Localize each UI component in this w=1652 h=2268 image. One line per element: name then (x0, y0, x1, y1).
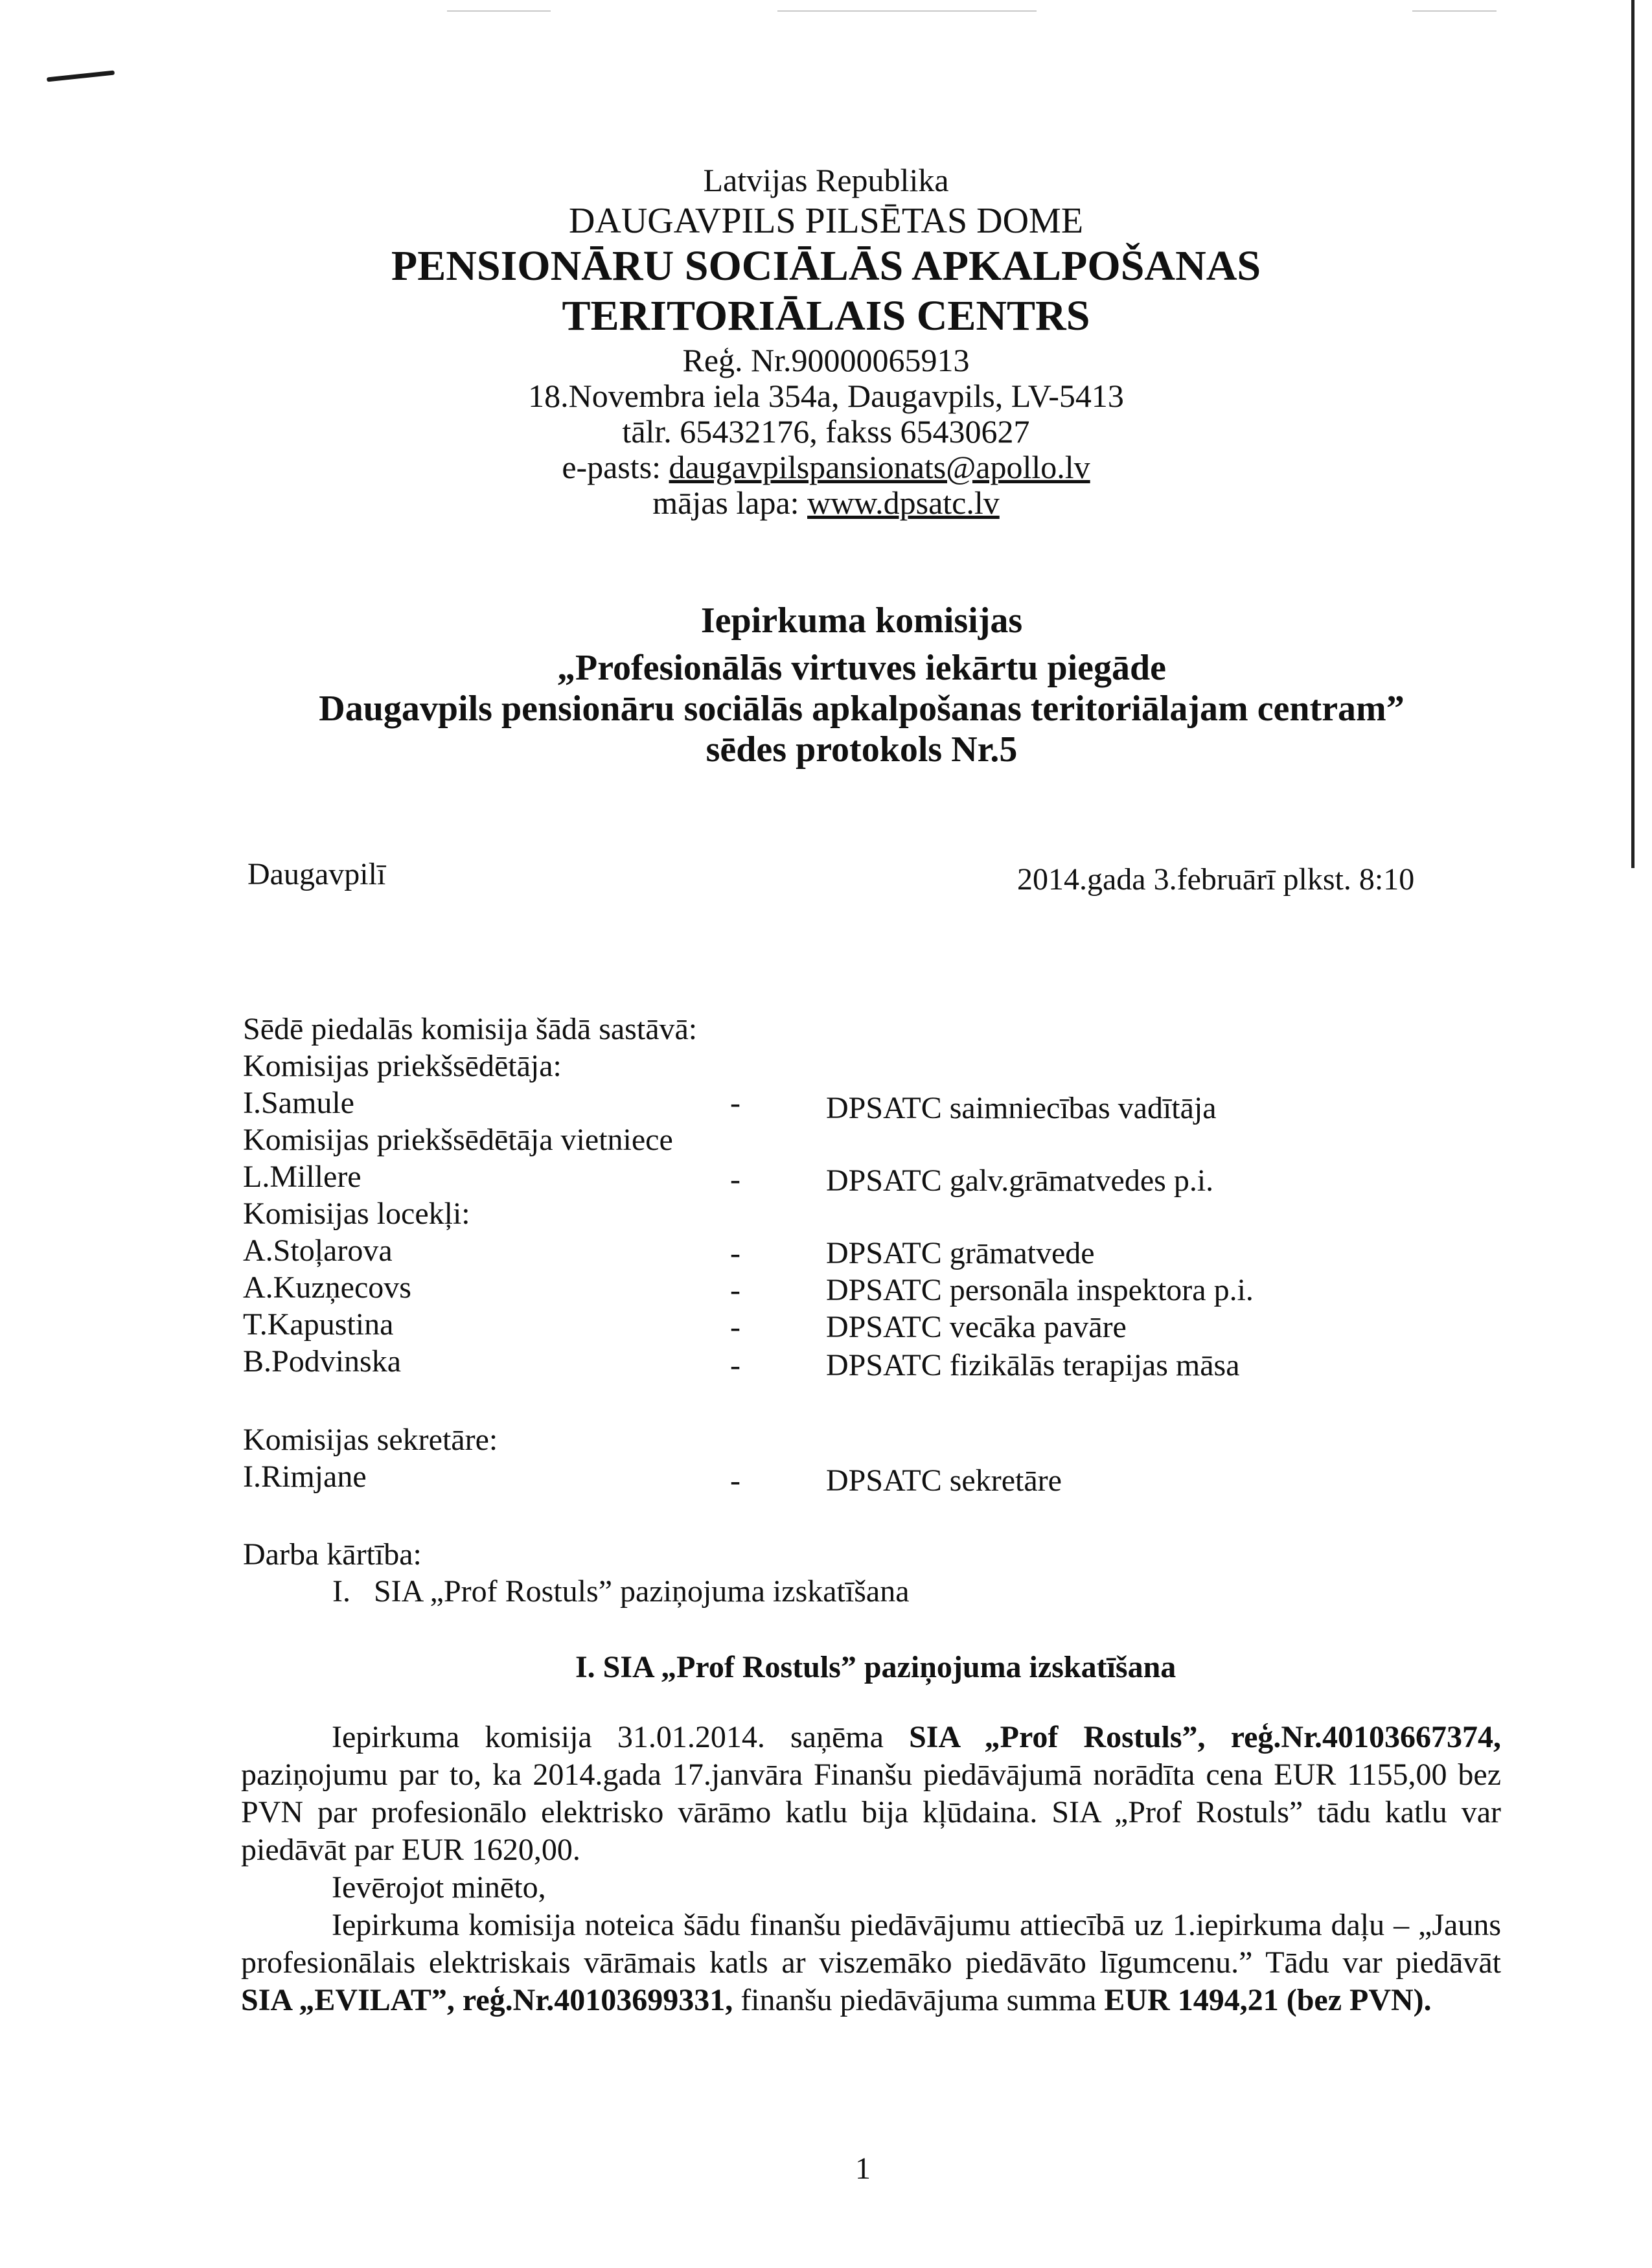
scan-top-artifact (777, 10, 1037, 12)
member-name: T.Kapustina (243, 1307, 394, 1342)
agenda-item: I. SIA „Prof Rostuls” paziņojuma izskatīšana (332, 1574, 910, 1609)
header-country: Latvijas Republika (703, 162, 949, 198)
header-org-line2: TERITORIĀLAIS CENTRS (562, 292, 1090, 339)
secretary-role: DPSATC sekretāre (826, 1463, 1062, 1498)
members-label: Komisijas locekļi: (243, 1197, 470, 1231)
p1-text-a: Iepirkuma komisija 31.01.2014. saņēma (332, 1720, 910, 1754)
header-council: DAUGAVPILS PILSĒTAS DOME (568, 201, 1084, 241)
section-heading: I. SIA „Prof Rostuls” paziņojuma izskatīšana (575, 1650, 1176, 1684)
dash: - (730, 1310, 740, 1344)
scan-top-artifact (447, 10, 551, 12)
p1-company: SIA „Prof Rostuls”, reģ.Nr.40103667374, (909, 1720, 1501, 1754)
title-line2: „Profesionālās virtuves iekārtu piegāde (556, 648, 1167, 688)
member-name: A.Kuzņecovs (243, 1270, 411, 1305)
vice-chair-role: DPSATC galv.grāmatvedes p.i. (826, 1163, 1214, 1198)
scan-top-artifact (1412, 10, 1497, 12)
secretary-name: I.Rimjane (243, 1460, 367, 1494)
vice-chair-name: L.Millere (243, 1160, 361, 1194)
chair-label: Komisijas priekšsēdētāja: (243, 1049, 562, 1083)
dash: - (730, 1236, 740, 1270)
dash: - (730, 1463, 740, 1498)
chair-role: DPSATC saimniecības vadītāja (826, 1091, 1217, 1125)
p1-text-c: paziņojumu par to, ka 2014.gada 17.janvāra Finanšu piedāvājumā norādīta cena EUR 1155,00 bez PVN par profesionālo elektrisko vārāmo katlu bija kļūdaina. SIA „Prof Rostuls” tādu katlu var piedāvāt par EUR 1620,00. (241, 1758, 1501, 1867)
member-role: DPSATC fizikālās terapijas māsa (826, 1348, 1240, 1382)
dash: - (730, 1273, 740, 1307)
header-phone-fax: tālr. 65432176, fakss 65430627 (622, 413, 1030, 450)
paragraph-3 (241, 1907, 1501, 2019)
paragraph-2: Ievērojot minēto, (332, 1870, 546, 1905)
email-label: e-pasts: (562, 449, 669, 485)
paragraph-1 (241, 1719, 1501, 1869)
header-org-line1: PENSIONĀRU SOCIĀLĀS APKALPOŠANAS (391, 242, 1261, 290)
title-line1: Iepirkuma komisijas (700, 601, 1023, 641)
dash: - (730, 1086, 740, 1120)
p3-text-c: finanšu piedāvājuma summa (733, 1983, 1105, 2017)
header-address: 18.Novembra iela 354a, Daugavpils, LV-5413 (528, 378, 1124, 414)
composition-intro: Sēdē piedalās komisija šādā sastāvā: (243, 1012, 698, 1046)
p3-text-a: Iepirkuma komisija noteica šādu finanšu piedāvājumu attiecībā uz 1.iepirkuma daļu – „Jauns profesionālais elektriskais vārāmais katls ar viszemāko piedāvāto līgumcenu.” Tādu var piedāvāt (241, 1908, 1501, 1980)
p3-amount: EUR 1494,21 (bez PVN). (1104, 1983, 1432, 2017)
dash: - (730, 1162, 740, 1197)
meeting-datetime: 2014.gada 3.februārī plkst. 8:10 (1017, 862, 1415, 897)
member-name: A.Stoļarova (243, 1233, 393, 1268)
web-link[interactable]: www.dpsatc.lv (807, 485, 1000, 521)
header-reg-no: Reģ. Nr.90000065913 (682, 342, 970, 378)
p3-company: SIA „EVILAT”, reģ.Nr.40103699331, (241, 1983, 733, 2017)
member-role: DPSATC grāmatvede (826, 1236, 1095, 1270)
page-number: 1 (855, 2151, 871, 2186)
secretary-label: Komisijas sekretāre: (243, 1423, 498, 1457)
header-web-line (0, 484, 1652, 521)
member-name: B.Podvinska (243, 1344, 402, 1379)
title-line4: sēdes protokols Nr.5 (706, 729, 1018, 770)
dash: - (730, 1348, 740, 1382)
member-role: DPSATC vecāka pavāre (826, 1310, 1127, 1344)
title-line3: Daugavpils pensionāru sociālās apkalpošanas teritoriālajam centram” (319, 689, 1405, 729)
email-link[interactable]: daugavpilspansionats@apollo.lv (669, 449, 1090, 485)
place: Daugavpilī (247, 857, 386, 891)
member-role: DPSATC personāla inspektora p.i. (826, 1273, 1254, 1307)
vice-chair-label: Komisijas priekšsēdētāja vietniece (243, 1123, 673, 1157)
header-email-line (0, 448, 1652, 486)
web-label: mājas lapa: (652, 485, 808, 521)
chair-name: I.Samule (243, 1086, 354, 1120)
agenda-label: Darba kārtība: (243, 1537, 422, 1572)
scan-mark (47, 71, 115, 82)
